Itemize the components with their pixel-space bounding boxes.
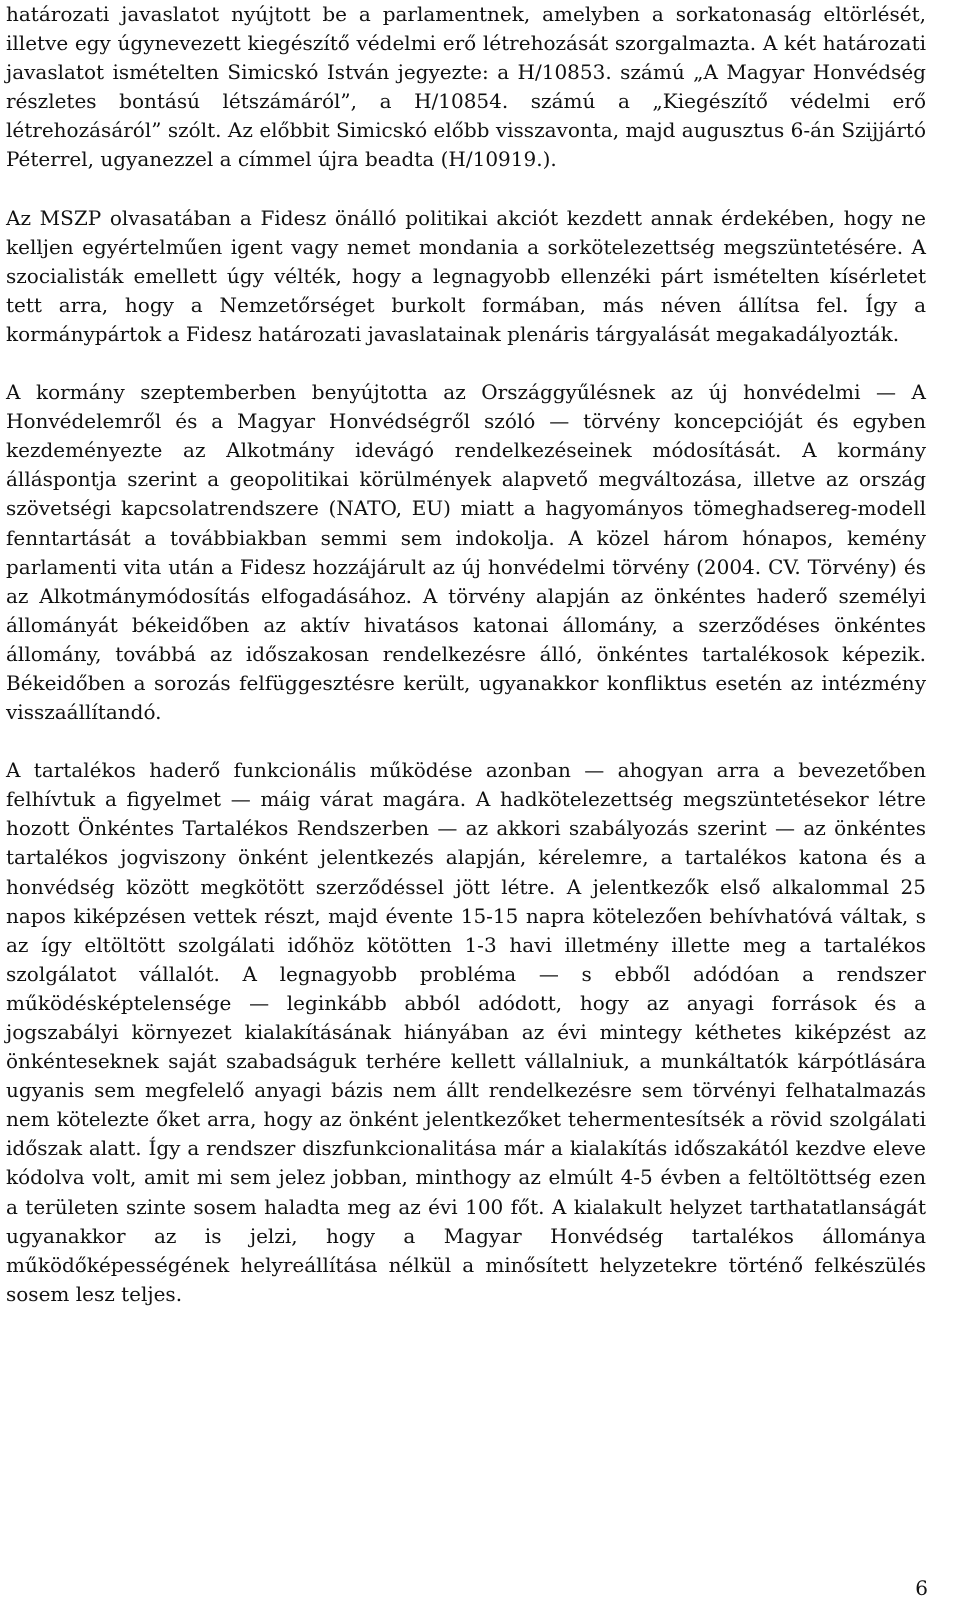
paragraph-2: Az MSZP olvasatában a Fidesz önálló politikai akciót kezdett annak érdekében, hogy ne kelljen egyértelműen igent vagy nemet mondania a sorkötelezettség megszüntetésére. A szocialisták emellett úgy vélték, hogy a legnagyobb ellenzéki párt ismételten kísérletet tett arra, hogy a Nemzetőrséget burkolt formában, más néven állítsa fel. Így a kormánypártok a Fidesz határozati javaslatainak plenáris tárgyalását megakadályozták. xyxy=(6,205,926,346)
paragraph-1: határozati javaslatot nyújtott be a parlamentnek, amelyben a sorkatonaság eltörlését, illetve egy úgynevezett kiegészítő védelmi erő létrehozását szorgalmazta. A két határozati javaslatot ismételten Simicskó István jegyezte: a H/10853. számú „A Magyar Honvédség részletes bontású létszámáról”, a H/10854. számú a „Kiegészítő védelmi erő létrehozásáról” szólt. Az előbbit Simicskó előbb visszavonta, majd augusztus 6-án Szijjártó Péterrel, ugyanezzel a címmel újra beadta (H/10919.). xyxy=(6,2,926,172)
document-page xyxy=(6,0,926,1309)
paragraph-3: A kormány szeptemberben benyújtotta az Országgyűlésnek az új honvédelmi — A Honvédelemről és a Magyar Honvédségről szóló — törvény koncepcióját és egyben kezdeményezte az Alkotmány idevágó rendelkezéseinek módosítását. A kormány álláspontja szerint a geopolitikai körülmények alapvető megváltozása, illetve az ország szövetségi kapcsolatrendszere (NATO, EU) miatt a hagyományos tömeghadsereg-modell fenntartását a továbbiakban semmi sem indokolja. A közel három hónapos, kemény parlamenti vita után a Fidesz hozzájárult az új honvédelmi törvény (2004. CV. Törvény) és az Alkotmánymódosítás elfogadásához. A törvény alapján az önkéntes haderő személyi állományát békeidőben az aktív hivatásos katonai állomány, a szerződéses önkéntes állomány, továbbá az időszakosan rendelkezésre álló, önkéntes tartalékosok képezik. Békeidőben a sorozás felfüggesztésre került, ugyanakkor konfliktus esetén az intézmény visszaállítandó. xyxy=(6,380,926,725)
page-number: 6 xyxy=(915,1576,928,1600)
paragraph-4: A tartalékos haderő funkcionális működése azonban — ahogyan arra a bevezetőben felhívtuk a figyelmet — máig várat magára. A hadkötelezettség megszüntetésekor létre hozott Önkéntes Tartalékos Rendszerben — az akkori szabályozás szerint — az önkéntes tartalékos jogviszony önként jelentkezés alapján, kérelemre, a tartalékos katona és a honvédség között megkötött szerződéssel jött létre. A jelentkezők első alkalommal 25 napos kiképzésen vettek részt, majd évente 15-15 napra kötelezően behívhatóvá váltak, s az így eltöltött szolgálati időhöz kötötten 1-3 havi illetmény illette meg a tartalékos szolgálatot vállalót. A legnagyobb probléma — s ebből adódóan a rendszer működésképtelensége — leginkább abból adódott, hogy az anyagi források és a jogszabályi környezet kialakításának hiányában az évi mintegy kéthetes kiképzést az önkénteseknek saját szabadságuk terhére kellett vállalniuk, a munkáltatók kárpótlására ugyanis sem megfelelő anyagi bázis nem állt rendelkezésre sem törvényi felhatalmazás nem kötelezte őket arra, hogy az önként jelentkezőket tehermentesítsék a rövid szolgálati időszak alatt. Így a rendszer diszfunkcionalitása már a kialakítás időszakától kezdve eleve kódolva volt, amit mi sem jelez jobban, minthogy az elmúlt 4-5 évben a feltöltöttség ezen a területen szinte sosem haladta meg az évi 100 főt. A kialakult helyzet tarthatatlanságát ugyanakkor az is jelzi, hogy a Magyar Honvédség tartalékos állománya működőképességének helyreállítása nélkül a minősített helyzetekre történő felkészülés sosem lesz teljes. xyxy=(6,758,926,1306)
